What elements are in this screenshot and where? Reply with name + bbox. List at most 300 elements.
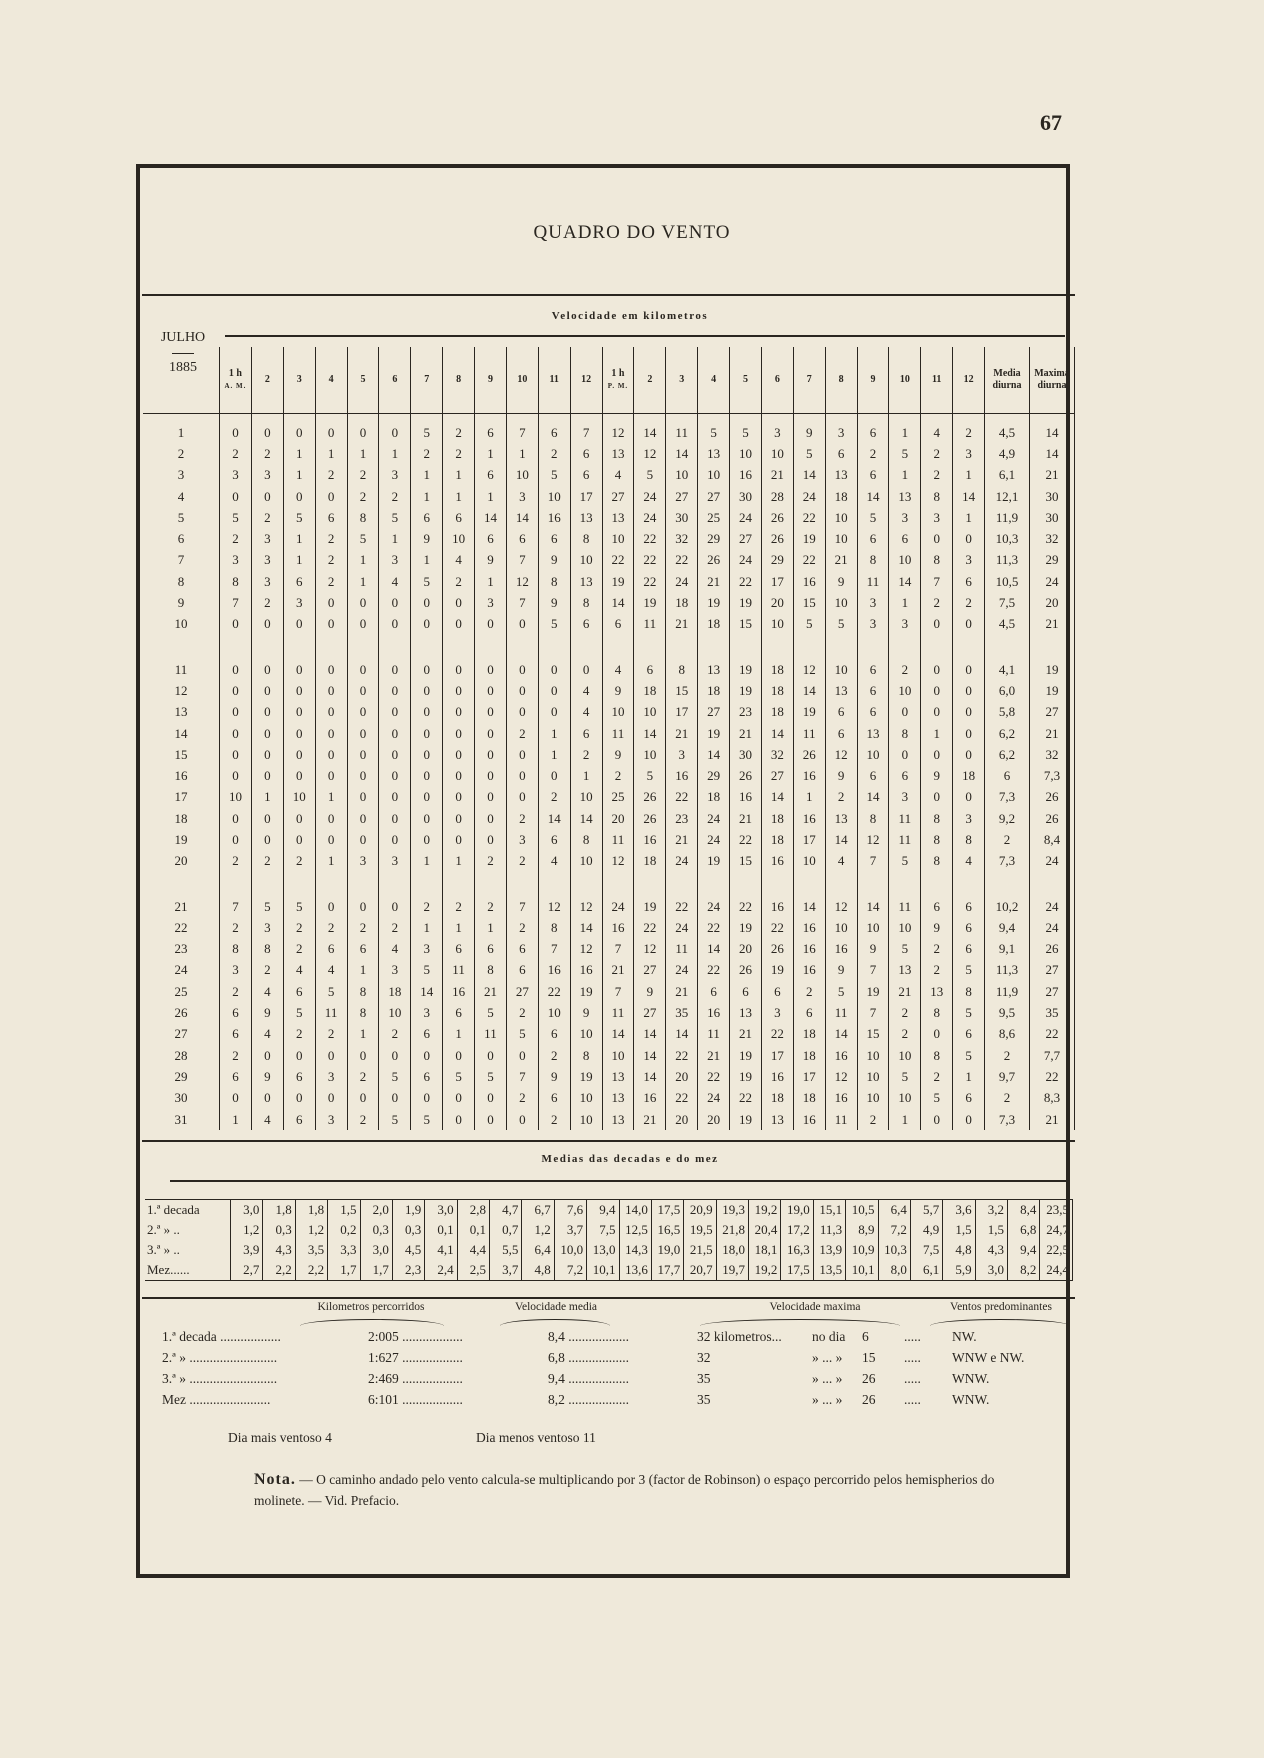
value-cell: 2 — [985, 829, 1030, 850]
value-cell: 0 — [315, 702, 347, 723]
value-cell: 4 — [825, 851, 857, 872]
value-cell: 15 — [730, 851, 762, 872]
value-cell: 6 — [953, 917, 985, 938]
means-value: 3,7 — [554, 1220, 586, 1240]
value-cell: 0 — [953, 528, 985, 549]
value-cell: 22 — [730, 829, 762, 850]
value-cell: 6 — [857, 765, 889, 786]
value-cell: 30 — [1030, 507, 1075, 528]
value-cell: 6 — [825, 443, 857, 464]
value-cell: 6 — [730, 981, 762, 1002]
gap-cell — [730, 635, 762, 659]
value-cell: 13 — [730, 1002, 762, 1023]
value-cell: 2 — [443, 896, 475, 917]
value-cell: 24 — [666, 571, 698, 592]
bottom-max-day-label: » ... » — [812, 1392, 843, 1407]
value-cell: 16 — [793, 765, 825, 786]
value-cell: 4,9 — [985, 443, 1030, 464]
day-cell: 29 — [143, 1066, 220, 1087]
means-value: 11,3 — [813, 1220, 845, 1240]
means-label: 2.ª » .. — [145, 1220, 231, 1240]
value-cell: 18 — [634, 680, 666, 701]
gap-cell — [666, 872, 698, 896]
value-cell: 16 — [761, 1066, 793, 1087]
value-cell: 2 — [347, 1109, 379, 1130]
value-cell: 22 — [666, 550, 698, 571]
value-cell: 5 — [698, 414, 730, 444]
value-cell: 5 — [411, 414, 443, 444]
value-cell: 6 — [857, 702, 889, 723]
value-cell: 27 — [634, 960, 666, 981]
value-cell: 10 — [570, 1024, 602, 1045]
value-cell: 8 — [475, 960, 507, 981]
value-cell: 0 — [506, 765, 538, 786]
value-cell: 17 — [666, 702, 698, 723]
hour-header-row — [143, 347, 1075, 414]
value-cell: 6,2 — [985, 744, 1030, 765]
means-value: 19,2 — [749, 1260, 781, 1281]
value-cell: 2 — [857, 1109, 889, 1130]
value-cell: 0 — [475, 614, 507, 635]
value-cell: 21 — [634, 1109, 666, 1130]
value-cell: 1 — [889, 465, 921, 486]
year-label: 1885 — [169, 360, 197, 375]
value-cell: 3 — [857, 592, 889, 613]
value-cell: 12 — [634, 443, 666, 464]
value-cell: 14 — [634, 1045, 666, 1066]
value-cell: 0 — [347, 723, 379, 744]
value-cell: 27 — [1030, 960, 1075, 981]
value-cell: 22 — [602, 550, 634, 571]
value-cell: 0 — [347, 592, 379, 613]
value-cell: 10 — [825, 528, 857, 549]
value-cell: 22 — [730, 571, 762, 592]
value-cell: 6 — [570, 614, 602, 635]
value-cell: 0 — [379, 659, 411, 680]
table-row — [143, 808, 1075, 829]
value-cell: 17 — [761, 1045, 793, 1066]
rule — [142, 294, 1075, 296]
value-cell: 0 — [506, 680, 538, 701]
value-cell: 11 — [315, 1002, 347, 1023]
value-cell: 6 — [953, 571, 985, 592]
means-value: 4,7 — [490, 1200, 522, 1221]
value-cell: 3 — [953, 550, 985, 571]
value-cell: 6 — [443, 1002, 475, 1023]
value-cell: 0 — [475, 702, 507, 723]
means-value: 2,2 — [263, 1260, 295, 1281]
value-cell: 22 — [634, 528, 666, 549]
means-value: 3,7 — [490, 1260, 522, 1281]
value-cell: 21 — [889, 981, 921, 1002]
table-row — [143, 414, 1075, 444]
value-cell: 11 — [634, 614, 666, 635]
means-value: 21,5 — [684, 1240, 716, 1260]
value-cell: 2 — [347, 486, 379, 507]
hour-header: 9 — [857, 347, 889, 414]
value-cell: 1 — [443, 851, 475, 872]
value-cell: 0 — [251, 486, 283, 507]
value-cell: 0 — [251, 808, 283, 829]
means-table — [145, 1199, 1073, 1281]
value-cell: 32 — [666, 528, 698, 549]
means-value: 6,4 — [522, 1240, 554, 1260]
value-cell: 1 — [506, 443, 538, 464]
day-cell: 21 — [143, 896, 220, 917]
value-cell: 24 — [698, 808, 730, 829]
value-cell: 14 — [602, 592, 634, 613]
value-cell: 21 — [1030, 465, 1075, 486]
value-cell: 7 — [506, 550, 538, 571]
hour-header: 8 — [443, 347, 475, 414]
value-cell: 0 — [443, 744, 475, 765]
value-cell: 0 — [953, 787, 985, 808]
bottom-sep: ..... — [904, 1329, 921, 1344]
value-cell: 24 — [730, 507, 762, 528]
value-cell: 6 — [953, 896, 985, 917]
value-cell: 14 — [793, 680, 825, 701]
value-cell: 14 — [666, 1024, 698, 1045]
value-cell: 19 — [730, 659, 762, 680]
table-row — [143, 465, 1075, 486]
day-cell: 12 — [143, 680, 220, 701]
value-cell: 27 — [634, 1002, 666, 1023]
value-cell: 1 — [443, 486, 475, 507]
value-cell: 3 — [825, 414, 857, 444]
value-cell: 10 — [857, 1088, 889, 1109]
value-cell: 3 — [506, 829, 538, 850]
value-cell: 8 — [953, 981, 985, 1002]
value-cell: 4 — [602, 659, 634, 680]
value-cell: 0 — [251, 702, 283, 723]
value-cell: 0 — [251, 614, 283, 635]
value-cell: 0 — [251, 765, 283, 786]
value-cell: 3 — [251, 528, 283, 549]
bottom-vento: WNW e NW. — [952, 1350, 1025, 1365]
value-cell: 6,0 — [985, 680, 1030, 701]
decade-gap — [143, 872, 1075, 896]
value-cell: 0 — [506, 1045, 538, 1066]
value-cell: 7 — [857, 851, 889, 872]
value-cell: 1 — [411, 851, 443, 872]
value-cell: 1 — [921, 723, 953, 744]
value-cell: 15 — [666, 680, 698, 701]
value-cell: 8 — [921, 851, 953, 872]
day-cell: 2 — [143, 443, 220, 464]
value-cell: 1 — [475, 571, 507, 592]
value-cell: 16 — [730, 787, 762, 808]
value-cell: 0 — [283, 1088, 315, 1109]
value-cell: 22 — [761, 917, 793, 938]
gap-cell — [570, 872, 602, 896]
gap-cell — [889, 872, 921, 896]
value-cell: 2 — [475, 851, 507, 872]
means-value: 1,2 — [522, 1220, 554, 1240]
value-cell: 6 — [570, 723, 602, 744]
value-cell: 19 — [570, 981, 602, 1002]
value-cell: 22 — [666, 896, 698, 917]
value-cell: 26 — [1030, 939, 1075, 960]
value-cell: 2 — [921, 592, 953, 613]
means-value: 6,7 — [522, 1200, 554, 1221]
value-cell: 0 — [315, 592, 347, 613]
wind-table — [143, 347, 1075, 1130]
bottom-media: 8,2 .................. — [548, 1392, 629, 1407]
brace — [930, 1319, 1070, 1326]
value-cell: 3 — [953, 443, 985, 464]
value-cell: 6,2 — [985, 723, 1030, 744]
value-cell: 11 — [666, 939, 698, 960]
value-cell: 24 — [698, 1088, 730, 1109]
value-cell: 14 — [506, 507, 538, 528]
means-value: 1,5 — [328, 1200, 360, 1221]
value-cell: 0 — [347, 680, 379, 701]
means-value: 2,5 — [457, 1260, 489, 1281]
bottom-label: 1.ª decada .................. — [162, 1329, 281, 1344]
value-cell: 16 — [793, 960, 825, 981]
value-cell: 2 — [570, 744, 602, 765]
value-cell: 10 — [761, 443, 793, 464]
value-cell: 6 — [220, 1024, 252, 1045]
value-cell: 0 — [283, 808, 315, 829]
note-label: Nota. — [254, 1471, 296, 1488]
means-row — [145, 1240, 1073, 1260]
value-cell: 0 — [315, 414, 347, 444]
value-cell: 5 — [921, 1088, 953, 1109]
value-cell: 1 — [315, 787, 347, 808]
value-cell: 0 — [251, 744, 283, 765]
bottom-max-value: 32 — [697, 1350, 711, 1365]
gap-cell — [411, 635, 443, 659]
means-row — [145, 1200, 1073, 1221]
value-cell: 27 — [602, 486, 634, 507]
value-cell: 2 — [220, 981, 252, 1002]
value-cell: 9 — [921, 917, 953, 938]
value-cell: 6 — [793, 1002, 825, 1023]
means-value: 1,8 — [263, 1200, 295, 1221]
means-value: 6,8 — [1008, 1220, 1040, 1240]
value-cell: 20 — [666, 1066, 698, 1087]
value-cell: 2 — [985, 1088, 1030, 1109]
value-cell: 19 — [857, 981, 889, 1002]
value-cell: 0 — [443, 765, 475, 786]
means-value: 9,4 — [587, 1200, 619, 1221]
value-cell: 11,3 — [985, 960, 1030, 981]
value-cell: 7 — [538, 939, 570, 960]
value-cell: 0 — [379, 702, 411, 723]
means-value: 10,5 — [846, 1200, 878, 1221]
value-cell: 6 — [315, 939, 347, 960]
value-cell: 21 — [602, 960, 634, 981]
hour-header: 1 h P. M. — [602, 347, 634, 414]
means-value: 19,0 — [781, 1200, 813, 1221]
value-cell: 18 — [825, 486, 857, 507]
means-value: 6,1 — [910, 1260, 942, 1281]
value-cell: 5 — [730, 414, 762, 444]
value-cell: 5 — [953, 1002, 985, 1023]
day-cell: 6 — [143, 528, 220, 549]
hour-header: 3 — [283, 347, 315, 414]
value-cell: 10 — [857, 1066, 889, 1087]
value-cell: 0 — [411, 723, 443, 744]
value-cell: 9 — [251, 1002, 283, 1023]
value-cell: 0 — [921, 787, 953, 808]
value-cell: 14 — [698, 744, 730, 765]
value-cell: 26 — [634, 808, 666, 829]
hour-header: 2 — [251, 347, 283, 414]
value-cell: 3 — [666, 744, 698, 765]
value-cell: 2 — [251, 960, 283, 981]
value-cell: 7 — [506, 1066, 538, 1087]
value-cell: 11,3 — [985, 550, 1030, 571]
value-cell: 14 — [793, 896, 825, 917]
value-cell: 1 — [379, 443, 411, 464]
value-cell: 11 — [793, 723, 825, 744]
value-cell: 2 — [315, 550, 347, 571]
value-cell: 22 — [666, 1088, 698, 1109]
value-cell: 19 — [730, 1045, 762, 1066]
value-cell: 21 — [475, 981, 507, 1002]
value-cell: 2 — [921, 465, 953, 486]
means-value: 7,6 — [554, 1200, 586, 1221]
value-cell: 0 — [411, 680, 443, 701]
table-row — [143, 765, 1075, 786]
footnote — [254, 1469, 1014, 1511]
value-cell: 8 — [921, 1002, 953, 1023]
value-cell: 21 — [698, 571, 730, 592]
value-cell: 7,5 — [985, 592, 1030, 613]
value-cell: 27 — [1030, 702, 1075, 723]
value-cell: 6 — [443, 939, 475, 960]
table-row — [143, 550, 1075, 571]
value-cell: 6 — [889, 528, 921, 549]
value-cell: 32 — [1030, 744, 1075, 765]
value-cell: 1 — [443, 1024, 475, 1045]
value-cell: 3 — [220, 960, 252, 981]
value-cell: 16 — [793, 808, 825, 829]
value-cell: 30 — [666, 507, 698, 528]
value-cell: 0 — [251, 829, 283, 850]
value-cell: 3 — [220, 465, 252, 486]
means-value: 4,9 — [910, 1220, 942, 1240]
value-cell: 18 — [698, 680, 730, 701]
value-cell: 2 — [220, 528, 252, 549]
value-cell: 10 — [793, 851, 825, 872]
value-cell: 19 — [730, 917, 762, 938]
value-cell: 10 — [602, 702, 634, 723]
means-value: 0,3 — [263, 1220, 295, 1240]
day-cell: 1 — [143, 414, 220, 444]
value-cell: 8 — [857, 808, 889, 829]
value-cell: 21 — [1030, 1109, 1075, 1130]
means-value: 1,5 — [943, 1220, 975, 1240]
value-cell: 13 — [761, 1109, 793, 1130]
value-cell: 14 — [953, 486, 985, 507]
hour-header: 9 — [475, 347, 507, 414]
value-cell: 6 — [506, 528, 538, 549]
means-value: 4,8 — [943, 1240, 975, 1260]
means-value: 0,1 — [425, 1220, 457, 1240]
value-cell: 3 — [251, 571, 283, 592]
value-cell: 21 — [825, 550, 857, 571]
value-cell: 6 — [475, 414, 507, 444]
value-cell: 2 — [506, 851, 538, 872]
means-value: 4,8 — [522, 1260, 554, 1281]
value-cell: 18 — [761, 680, 793, 701]
gap-cell — [220, 635, 252, 659]
value-cell: 7 — [220, 896, 252, 917]
value-cell: 5 — [889, 939, 921, 960]
gap-cell — [220, 872, 252, 896]
value-cell: 2 — [506, 1002, 538, 1023]
value-cell: 5 — [283, 896, 315, 917]
value-cell: 30 — [730, 486, 762, 507]
value-cell: 13 — [921, 981, 953, 1002]
value-cell: 24 — [698, 896, 730, 917]
means-value: 18,1 — [749, 1240, 781, 1260]
value-cell: 19 — [698, 592, 730, 613]
value-cell: 11,9 — [985, 981, 1030, 1002]
means-value: 19,0 — [651, 1240, 683, 1260]
bottom-vento: WNW. — [952, 1392, 990, 1407]
value-cell: 13 — [825, 465, 857, 486]
means-value: 16,3 — [781, 1240, 813, 1260]
value-cell: 0 — [889, 702, 921, 723]
value-cell: 20 — [666, 1109, 698, 1130]
value-cell: 8 — [857, 550, 889, 571]
day-cell: 23 — [143, 939, 220, 960]
hour-header: 10 — [889, 347, 921, 414]
value-cell: 3 — [889, 787, 921, 808]
means-value: 8,2 — [1008, 1260, 1040, 1281]
value-cell: 0 — [506, 1109, 538, 1130]
value-cell: 1 — [347, 443, 379, 464]
value-cell: 5 — [283, 507, 315, 528]
value-cell: 16 — [825, 939, 857, 960]
value-cell: 19 — [730, 1066, 762, 1087]
value-cell: 4 — [251, 981, 283, 1002]
value-cell: 2 — [411, 443, 443, 464]
value-cell: 18 — [698, 787, 730, 808]
value-cell: 9 — [825, 765, 857, 786]
means-value: 5,7 — [910, 1200, 942, 1221]
means-value: 17,5 — [651, 1200, 683, 1221]
value-cell: 6 — [411, 1066, 443, 1087]
value-cell: 2 — [283, 1024, 315, 1045]
value-cell: 0 — [475, 829, 507, 850]
value-cell: 1 — [283, 465, 315, 486]
value-cell: 6 — [283, 571, 315, 592]
value-cell: 0 — [443, 808, 475, 829]
gap-cell — [347, 872, 379, 896]
value-cell: 0 — [475, 1088, 507, 1109]
gap-cell — [698, 635, 730, 659]
value-cell: 2 — [443, 443, 475, 464]
value-cell: 0 — [921, 1109, 953, 1130]
value-cell: 2 — [889, 1024, 921, 1045]
value-cell: 1 — [283, 443, 315, 464]
means-value: 0,7 — [490, 1220, 522, 1240]
hour-header: Maxima diurna — [1030, 347, 1075, 414]
value-cell: 0 — [953, 659, 985, 680]
value-cell: 0 — [921, 528, 953, 549]
value-cell: 25 — [602, 787, 634, 808]
day-cell: 14 — [143, 723, 220, 744]
value-cell: 6 — [538, 829, 570, 850]
means-value: 14,3 — [619, 1240, 651, 1260]
value-cell: 14 — [1030, 443, 1075, 464]
value-cell: 10 — [602, 1045, 634, 1066]
